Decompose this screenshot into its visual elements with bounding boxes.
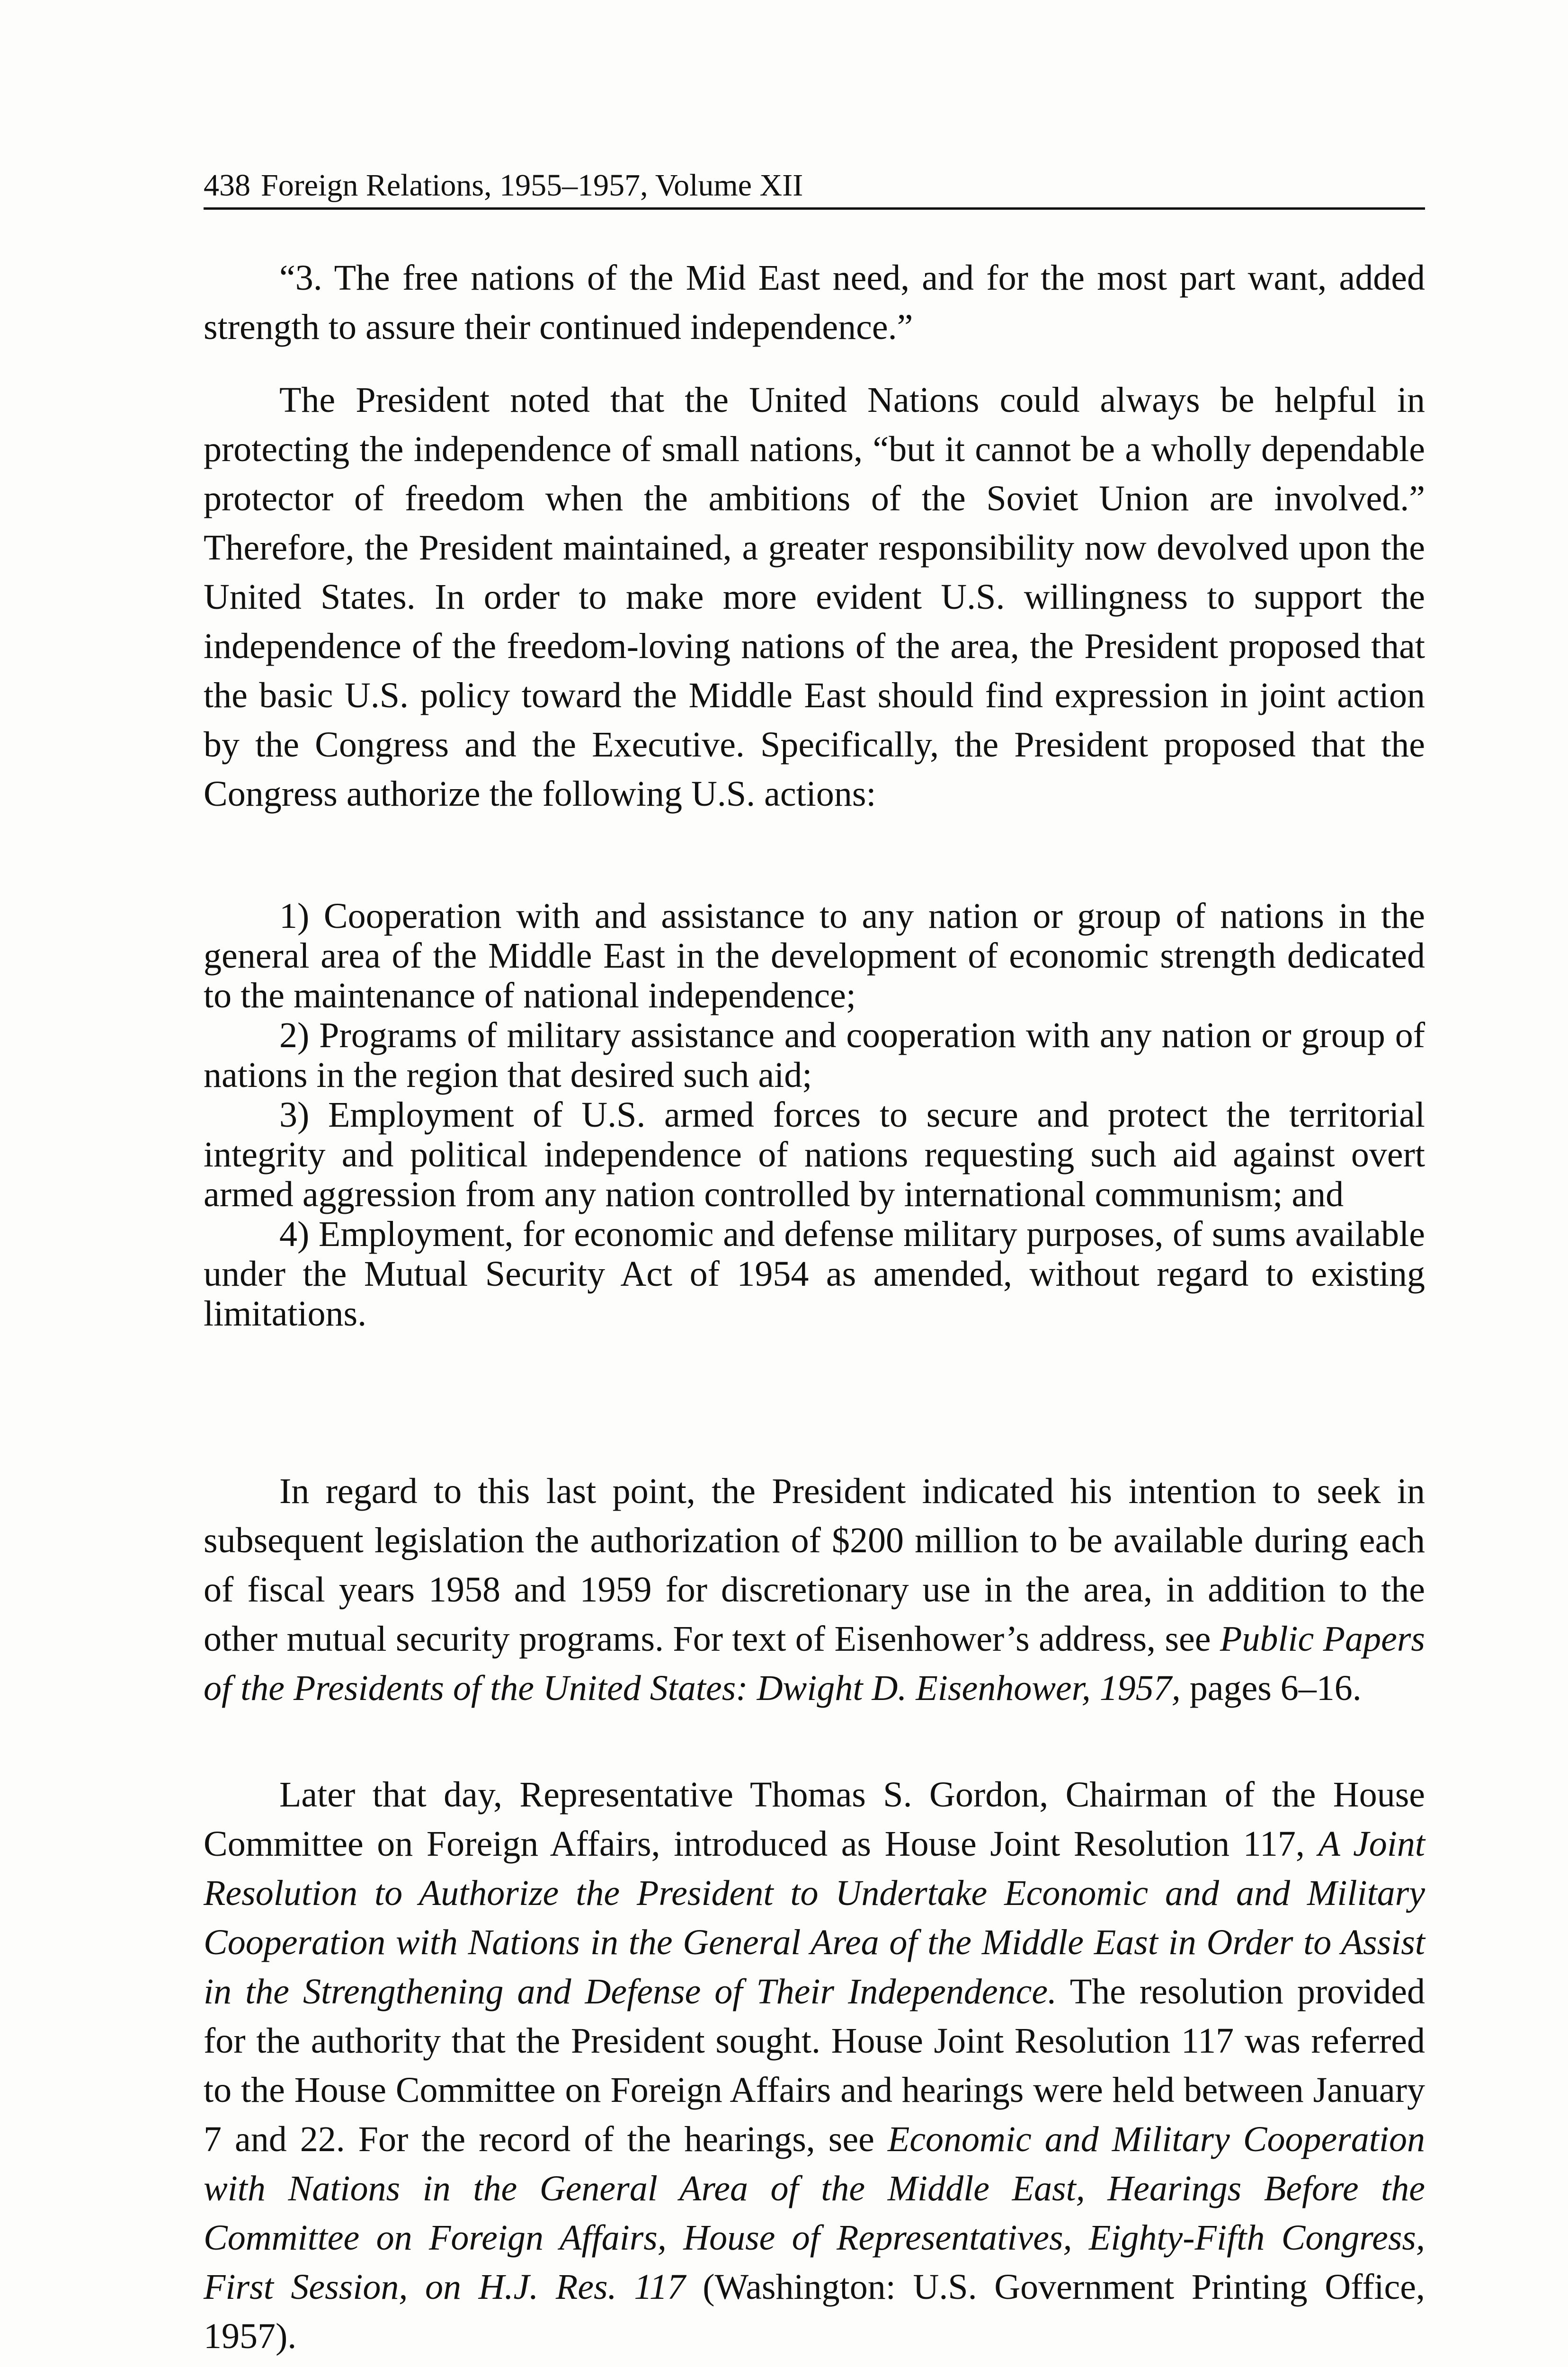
list-item: 1) Cooperation with and assistance to any nation or group of nations in the general area of the Middle East in the development of economic strength dedicated to the maintenance of national independence; [204,896,1425,1015]
quote-paragraph-block [204,253,1425,352]
hearings-title: Economic and Military Cooperation with Nations in the General Area of the Middle East, Hearings Before the Committee on Foreign Affairs, House of Representatives, Eighty-Fifth Congress, First Session, on H.J. Res. 117 [204,2119,1425,2307]
public-papers-citation: Public Papers of the Presidents of the United States: Dwight D. Eisenhower, 1957, [204,1619,1425,1708]
last-point-paragraph [204,1467,1425,1713]
later-intro-text: Later that day, Representative Thomas S. Gordon, Chairman of the House Committee on Foreign Affairs, introduced as House Joint Resolution 117, [204,1775,1425,1864]
running-head [204,167,1425,210]
last-point-paragraph-block [204,1467,1425,1713]
list-item: 4) Employment, for economic and defense military purposes, of sums available under the Mutual Security Act of 1954 as amended, without regard to existing limitations. [204,1214,1425,1334]
later-end-text: (Washington: U.S. Government Printing Office, 1957). [204,2267,1425,2356]
list-item: 2) Programs of military assistance and cooperation with any nation or group of nations in the region that desired such aid; [204,1015,1425,1095]
president-paragraph-block [204,375,1425,819]
volume-title: Foreign Relations, 1955–1957, Volume XII [261,168,803,203]
list-item: 3) Employment of U.S. armed forces to secure and protect the territorial integrity and political independence of nations requesting such aid against overt armed aggression from any nation controlled by international communism; and [204,1095,1425,1214]
page-number: 438 [204,168,250,203]
president-paragraph: The President noted that the United Nations could always be helpful in protecting the independence of small nations, “but it cannot be a wholly dependable protector of freedom when the ambitions of the Soviet Union are involved.” Therefore, the President maintained, a greater responsibility now devolved upon the United States. In order to make more evident U.S. willingness to support the independence of the freedom-loving nations of the area, the President proposed that the basic U.S. policy toward the Middle East should find expression in joint action by the Congress and the Executive. Specifically, the President proposed that the Congress authorize the following U.S. actions: [204,380,1425,814]
later-paragraph [204,1770,1425,2361]
resolution-title: A Joint Resolution to Authorize the President to Undertake Economic and and Military Cooperation with Nations in the General Area of the Middle East in Order to Assist in the Strengthening and Defense of Their Independence. [204,1824,1425,2011]
quote-paragraph: “3. The free nations of the Mid East need, and for the most part want, added strength to assure their continued independence.” [204,258,1425,347]
later-paragraph-block [204,1770,1425,2361]
last-point-text: In regard to this last point, the President indicated his intention to seek in subsequent legislation the authorization of $200 million to be available during each of fiscal years 1958 and 1959 for discretionary use in the area, in addition to the other mutual security programs. For text of Eisenhower’s address, see [204,1471,1425,1659]
citation-pages: pages 6–16. [1180,1668,1362,1708]
proposed-actions-list [204,896,1425,1334]
later-middle-text: The resolution provided for the authority that the President sought. House Joint Resolution 117 was referred to the House Committee on Foreign Affairs and hearings were held between January 7 and 22. For the record of the hearings, see [204,1972,1425,2159]
